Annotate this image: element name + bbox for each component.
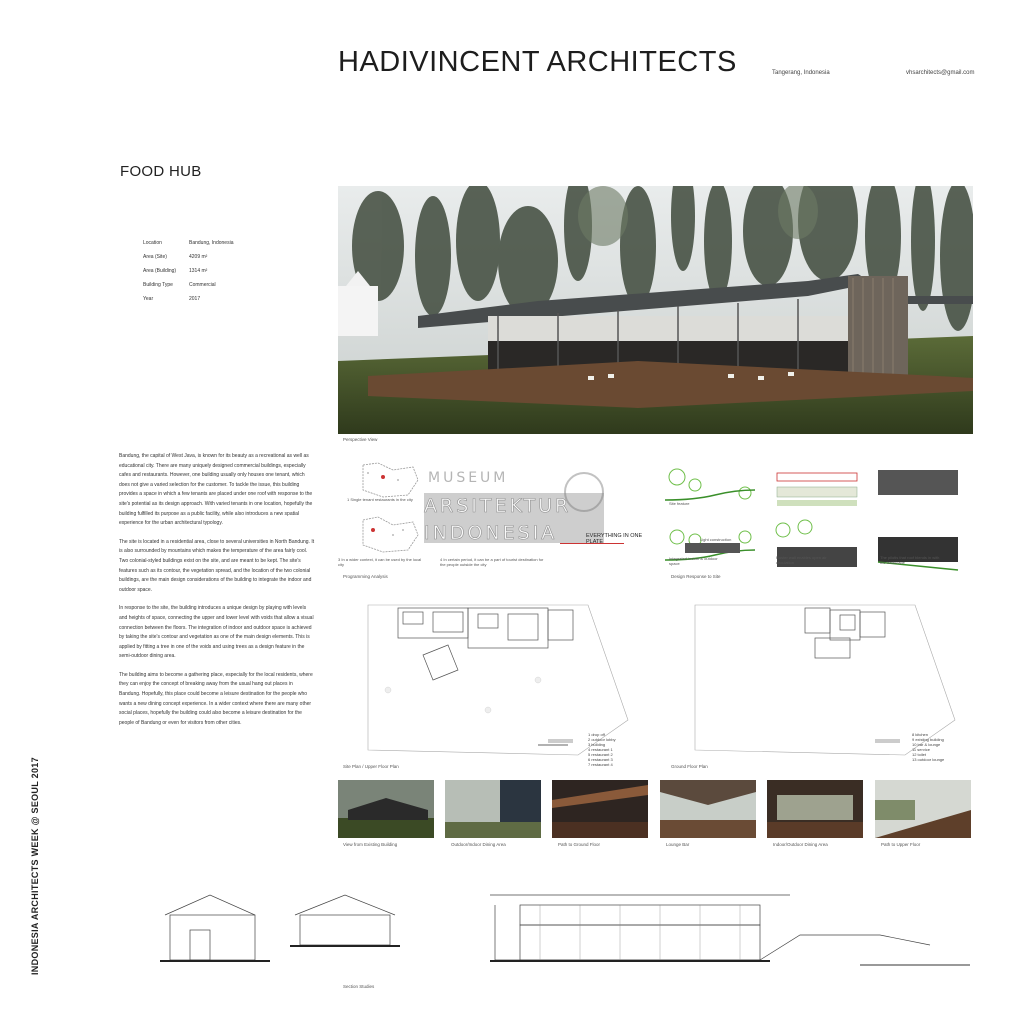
thumbnail-image — [338, 780, 434, 838]
studio-name: HADIVINCENT ARCHITECTS — [338, 46, 737, 78]
thumbnail-caption: Outdoor/Indoor Dining Area — [451, 842, 506, 847]
caption-programming: Programming Analysis — [343, 574, 388, 579]
caption-site-plan: Site Plan / Upper Floor Plan — [343, 764, 399, 769]
info-value: 1314 m² — [189, 268, 208, 274]
response-label-4: Roster wall enables open air circulation — [776, 555, 827, 565]
programming-note-3: 3 In a wider context, it can be used by the local city — [338, 557, 422, 567]
everything-label: EVERYTHING IN ONE PLATE — [586, 533, 643, 545]
info-row-building-type — [143, 282, 233, 296]
section-drawing — [140, 875, 975, 975]
programming-note-4: 4 In certain period, it can be a part of tourist destination for the people outside the city — [440, 557, 544, 567]
legend-item: 6 restaurant 3 — [588, 757, 613, 762]
response-label-5: The pilotis that roof blends in with the landscape — [880, 555, 940, 565]
legend-ground-floor — [912, 732, 944, 762]
thumbnail-image — [660, 780, 756, 838]
legend-item: 5 restaurant 2 — [588, 752, 613, 757]
info-value: Bandung, Indonesia — [189, 240, 234, 246]
response-label-2: Integrated indoor & outdoor space — [669, 556, 718, 566]
caption-ground-plan: Ground Floor Plan — [671, 764, 708, 769]
thumbnail-caption: Lounge Bar — [666, 842, 690, 847]
legend-item: 13 outdoor lounge — [912, 757, 945, 762]
project-title: FOOD HUB — [120, 163, 202, 180]
legend-item: 8 kitchen — [912, 732, 929, 737]
thumbnail-caption: Path to Upper Floor — [881, 842, 921, 847]
paragraph: Bandung, the capital of West Java, is known for its beauty as a recreational as well as educational city. There are many uniquely designed commercial buildings, especially cafes and restaurants. However, one building usually only houses one tenant, which does not give a varied selection for the customer. To tackle the issue, this building provides a space in which a few tenants are placed under one roof with response to the site's potential as its design approach. With varied tenants in one location, hopefully the building fulfilled its purpose as a public facility, while also introduces a new spatial experience for the urban architectural typology. — [119, 453, 313, 527]
programming-note-1: 1 Single tenant restaurants in the city — [347, 497, 413, 502]
caption-section: Section Studies — [343, 984, 375, 989]
thumbnail-image — [552, 780, 648, 838]
perspective-rendering — [338, 186, 973, 434]
info-label: Year — [143, 296, 154, 302]
thumbnail-caption: View from Existing Building — [343, 842, 398, 847]
info-label: Building Type — [143, 282, 173, 288]
project-info-table — [143, 240, 233, 310]
paragraph: The site is located in a residential area, close to several universities in North Bandung. It is also surrounded by mountains which makes the temperature of the area fairly cool. Two colonial-styled buildings exist on the site, and are meant to be kept. The site's features such as its contour, the vegetation spread, and the location of the two colonial buildings, are the main design considerations of the building to integrate the indoor and outdoor space. — [119, 538, 315, 593]
thumbnail-image — [445, 780, 541, 838]
legend-item: 3 building — [588, 742, 606, 747]
thumbnail-caption: Indoor/Outdoor Dining Area — [773, 842, 828, 847]
museum-watermark — [424, 470, 634, 550]
info-label: Area (Building) — [143, 268, 177, 274]
legend-item: 9 existing building — [912, 737, 944, 742]
info-value: 4209 m² — [189, 254, 208, 260]
info-value: Commercial — [189, 282, 216, 288]
event-label: INDONESIA ARCHITECTS WEEK @ SEOUL 2017 — [30, 757, 40, 975]
info-row-building-area — [143, 268, 233, 282]
legend-item: 1 drop off — [588, 732, 605, 737]
legend-item: 2 outdoor lobby — [588, 737, 616, 742]
caption-design-response: Design Response to Site — [671, 574, 721, 579]
studio-email: vhsarchitects@gmail.com — [906, 70, 975, 76]
paragraph: The building aims to become a gathering place, especially for the local residents, where they can enjoy the concept of breaking away from the usual hang out places in Bandung. Hopefully, this place could become a leisure destination for the people who wants a new dining concept experience. In a wider context where there are many other social places, hopefully the building could also become a leisure destination for the people of Bandung or even for visitors from other cities. — [119, 671, 313, 726]
watermark-line-3: INDONESIA — [424, 522, 558, 544]
info-value: 2017 — [189, 296, 201, 302]
thumbnail-image — [767, 780, 863, 838]
paragraph: In response to the site, the building introduces a unique design by playing with levels and heights of space, connecting the upper and lower level with voids that allow a visual connection between the floors. The integration of indoor and outdoor space is achieved by taking the site's contour and vegetation as one of the main design elements. This is applied by fitting a tree in one of the voids and using trees as a design feature in the semi-outdoor dining area. — [119, 605, 314, 660]
info-row-year — [143, 296, 233, 310]
studio-location: Tangerang, Indonesia — [772, 70, 830, 76]
watermark-line-2: ARSITEKTUR — [424, 495, 572, 517]
info-label: Location — [143, 240, 162, 246]
legend-upper-floor — [588, 732, 616, 767]
caption-perspective: Perspective View — [343, 437, 378, 442]
info-label: Area (Site) — [143, 254, 167, 260]
legend-item: 7 restaurant 4 — [588, 762, 613, 767]
info-row-site-area — [143, 254, 233, 268]
watermark-line-1: MUSEUM — [428, 470, 509, 486]
legend-item: 12 toilet — [912, 752, 927, 757]
legend-item: 10 bar & lounge — [912, 742, 941, 747]
legend-item: 11 service — [912, 747, 930, 752]
legend-item: 4 restaurant 1 — [588, 747, 613, 752]
response-label-3: Light construction — [700, 537, 732, 542]
project-description — [119, 452, 315, 737]
response-label-1: Site feature — [669, 501, 690, 506]
info-row-location — [143, 240, 233, 254]
thumbnail-image — [875, 780, 971, 838]
thumbnail-caption: Path to Ground Floor — [558, 842, 601, 847]
